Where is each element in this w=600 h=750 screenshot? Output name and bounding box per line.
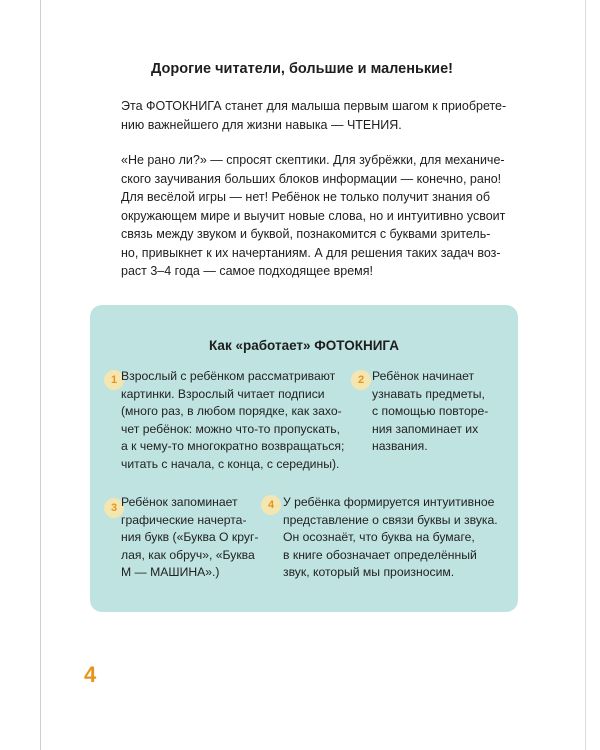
text-line: в книге обозначает определённый — [283, 547, 477, 562]
page-edge-left — [40, 0, 41, 750]
text-line: чет ребёнок: можно что-то пропускать, — [121, 421, 341, 436]
page-number: 4 — [84, 662, 97, 687]
text-line: У ребёнка формируется интуитивное — [283, 495, 495, 509]
text-line: ского заучивания больших блоков информации — конечно, рано! — [121, 171, 502, 186]
text-line: Ребёнок начинает — [372, 369, 475, 383]
page-heading: Дорогие читатели, большие и маленькие! — [150, 61, 453, 77]
panel-title: Как «работает» ФОТОКНИГА — [209, 338, 399, 353]
text-line: лая, как обруч», «Буква — [121, 547, 255, 562]
step-2-badge: 2 — [351, 370, 371, 390]
text-line: Эта ФОТОКНИГА станет для малыша первым шагом к приобрете- — [121, 99, 507, 113]
step-4-badge: 4 — [261, 495, 281, 515]
text-line: а к чему-то многократно возвращаться; — [121, 439, 345, 453]
text-line: нию важнейшего для жизни навыка — ЧТЕНИЯ. — [121, 117, 402, 132]
text-line: узнавать предметы, — [372, 386, 485, 401]
text-line: названия. — [372, 439, 428, 453]
text-line: читать с начала, с конца, с середины). — [121, 456, 340, 471]
text-line: связь между звуком и буквой, познакомится с буквами зритель- — [121, 227, 491, 241]
text-line: окружающем мире и выучит новые слова, но и интуитивно усвоит — [121, 208, 506, 223]
text-line: «Не рано ли?» — спросят скептики. Для зубрёжки, для механиче- — [121, 153, 505, 167]
text-line: Ребёнок запоминает — [121, 495, 238, 509]
text-line: представление о связи буквы и звука. — [283, 512, 498, 527]
step-1-text — [121, 368, 344, 473]
intro-paragraph-2 — [121, 151, 531, 281]
text-line: ния букв («Буква О круг- — [121, 530, 259, 544]
step-3-badge: 3 — [104, 498, 124, 518]
text-line: ния запоминает их — [372, 421, 479, 436]
step-3-text — [121, 494, 258, 582]
text-line: картинки. Взрослый читает подписи — [121, 386, 325, 401]
text-line: М — МАШИНА».) — [121, 565, 220, 579]
text-line: но, привыкнет к их начертаниям. А для решения таких задач воз- — [121, 245, 501, 260]
intro-paragraph-1 — [121, 97, 531, 134]
step-2-text — [372, 368, 488, 456]
text-line: Для весёлой игры — нет! Ребёнок не только получит знания об — [121, 190, 490, 204]
text-line: звук, который мы произносим. — [283, 565, 455, 579]
text-line: раст 3–4 года — самое подходящее время! — [121, 264, 373, 278]
text-line: (много раз, в любом порядке, как захо- — [121, 404, 342, 418]
page-edge-right — [585, 0, 586, 750]
text-line: Он осознаёт, что буква на бумаге, — [283, 530, 475, 544]
how-it-works-panel — [90, 305, 518, 612]
step-4-text — [283, 494, 498, 582]
step-1-badge: 1 — [104, 370, 124, 390]
text-line: с помощью повторе- — [372, 404, 489, 418]
text-line: графические начерта- — [121, 512, 247, 527]
text-line: Взрослый с ребёнком рассматривают — [121, 369, 336, 383]
